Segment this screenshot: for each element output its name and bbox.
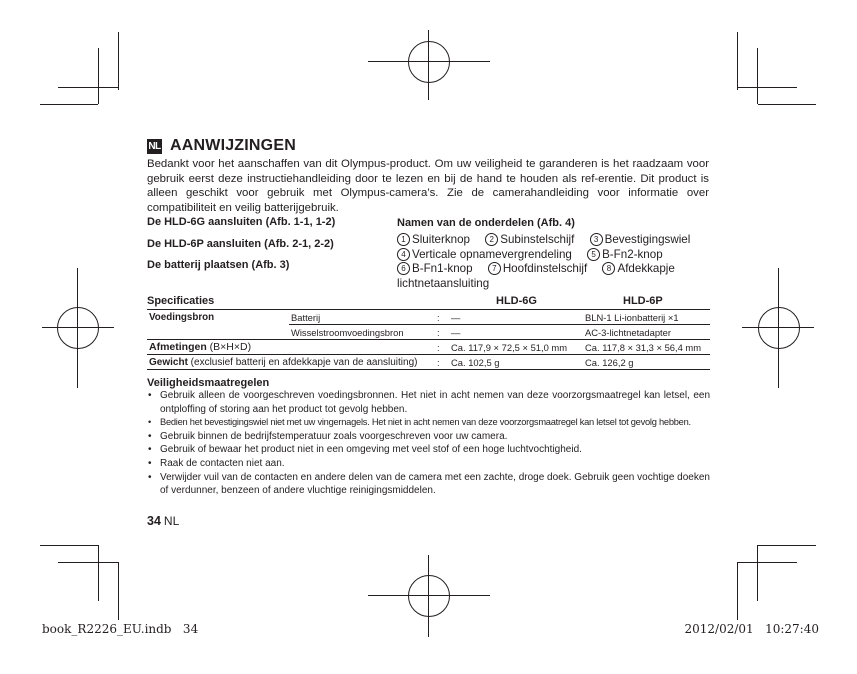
intro-paragraph: Bedankt voor het aanschaffen van dit Olympus-product. Om uw veiligheid te garanderen is het raadzaam voor gebruik eerst deze instructiehandleiding door te lezen en bij de hand te houden als ref-erentie. Dit product is alleen geschikt voor gebruik met Olympus-camera’s. Zie de camerahandleiding voor informatie over compatibiliteit en veilig batterijgebruik. [147, 158, 709, 214]
battery-insert-heading: De batterij plaatsen (Afb. 3) [147, 259, 290, 271]
part-number: 1 [397, 233, 410, 246]
separator: : [435, 340, 449, 355]
weight-label-rest: (exclusief batterij en afdekkapje van de aansluiting) [187, 356, 418, 368]
section-header [147, 136, 296, 156]
part-label: B-Fn2-knop [602, 247, 663, 261]
weight-hld6g: Ca. 102,5 g [449, 355, 583, 370]
parts-list [397, 233, 713, 291]
part-label: Sluiterknop [412, 233, 471, 246]
page-number-value: 34 [147, 514, 161, 528]
part-label: B-Fn1-knop [412, 262, 473, 276]
ac-hld6p: AC-3-lichtnetadapter [583, 325, 710, 340]
weight-label [147, 355, 435, 370]
separator: : [435, 355, 449, 370]
footer-timestamp: 2012/02/01 10:27:40 [684, 622, 819, 636]
page-title: AANWIJZINGEN [170, 137, 296, 154]
table-row [147, 340, 710, 355]
part-label: Bevestigingswiel [604, 233, 691, 246]
specs-heading: Specificaties [147, 295, 215, 307]
ac-label: Wisselstroomvoedingsbron [289, 325, 435, 340]
part-number: 4 [397, 248, 410, 261]
part-label: Verticale opnamevergrendeling [412, 247, 572, 261]
parts-line-1 [397, 233, 713, 248]
footer-filename: book_R2226_EU.indb 34 [42, 622, 199, 636]
part-label: Hoofdinstelschijf [502, 262, 588, 276]
part-label: Afdekkapje lichtnetaansluiting [397, 262, 675, 290]
hld6p-connect-heading: De HLD-6P aansluiten (Afb. 2-1, 2-2) [147, 238, 334, 250]
language-badge: NL [148, 140, 161, 152]
page-language: NL [163, 514, 180, 528]
col-hld6g: HLD-6G [496, 295, 537, 307]
dimensions-hld6g: Ca. 117,9 × 72,5 × 51,0 mm [449, 340, 583, 355]
dimensions-label-bold: Afmetingen [149, 341, 207, 353]
table-row [147, 355, 710, 370]
battery-hld6p: BLN-1 Li-ionbatterij ×1 [583, 310, 710, 325]
dimensions-hld6p: Ca. 117,8 × 31,3 × 56,4 mm [583, 340, 710, 355]
battery-hld6g: — [449, 310, 583, 325]
list-item: • Raak de contacten niet aan. [147, 457, 710, 471]
power-source-label: Voedingsbron [147, 310, 289, 325]
hld6g-connect-heading: De HLD-6G aansluiten (Afb. 1-1, 1-2) [147, 216, 336, 228]
list-item: • Verwijder vuil van de contacten en andere delen van de camera met een zachte, droge doek. Gebruik geen vochtige doeken of verdunner, benzeen of andere vluchtige reinigingsmiddelen. [147, 471, 710, 498]
separator: : [435, 325, 449, 340]
list-item: • Bedien het bevestigingswiel niet met uw vingernagels. Het niet in acht nemen van deze voorzorgsmaatregel kan letsel tot gevolg hebben. [147, 416, 710, 430]
list-item: • Gebruik alleen de voorgeschreven voedingsbronnen. Het niet in acht nemen van deze voorzorgsmaatregel kan letsel, een ontploffing of storing aan het product tot gevolg hebben. [147, 389, 710, 416]
parts-heading: Namen van de onderdelen (Afb. 4) [397, 217, 575, 229]
part-label: Subinstelschijf [500, 233, 575, 246]
page-number [147, 514, 179, 528]
specs-table [147, 309, 710, 370]
part-number: 2 [485, 233, 498, 246]
safety-heading: Veiligheidsmaatregelen [147, 377, 270, 389]
dimensions-label-rest: (B×H×D) [206, 341, 252, 353]
specs-header [147, 295, 710, 308]
table-row [147, 325, 710, 340]
parts-line-3 [397, 262, 702, 291]
empty-cell [147, 325, 289, 340]
dimensions-label [147, 340, 435, 355]
table-row [147, 310, 710, 325]
list-item: • Gebruik binnen de bedrijfstemperatuur zoals voorgeschreven voor uw camera. [147, 430, 710, 444]
safety-list [147, 389, 710, 498]
list-item: • Gebruik of bewaar het product niet in een omgeving met veel stof of een hoge luchtvochtigheid. [147, 443, 710, 457]
part-number: 6 [397, 262, 410, 275]
col-hld6p: HLD-6P [623, 295, 663, 307]
weight-label-bold: Gewicht [149, 356, 188, 368]
part-number: 8 [602, 262, 615, 275]
part-number: 7 [488, 262, 501, 275]
battery-label: Batterij [289, 310, 435, 325]
part-number: 5 [587, 248, 600, 261]
ac-hld6g: — [449, 325, 583, 340]
weight-hld6p: Ca. 126,2 g [583, 355, 710, 370]
separator: : [435, 310, 449, 325]
parts-line-2 [397, 248, 713, 263]
part-number: 3 [590, 233, 603, 246]
